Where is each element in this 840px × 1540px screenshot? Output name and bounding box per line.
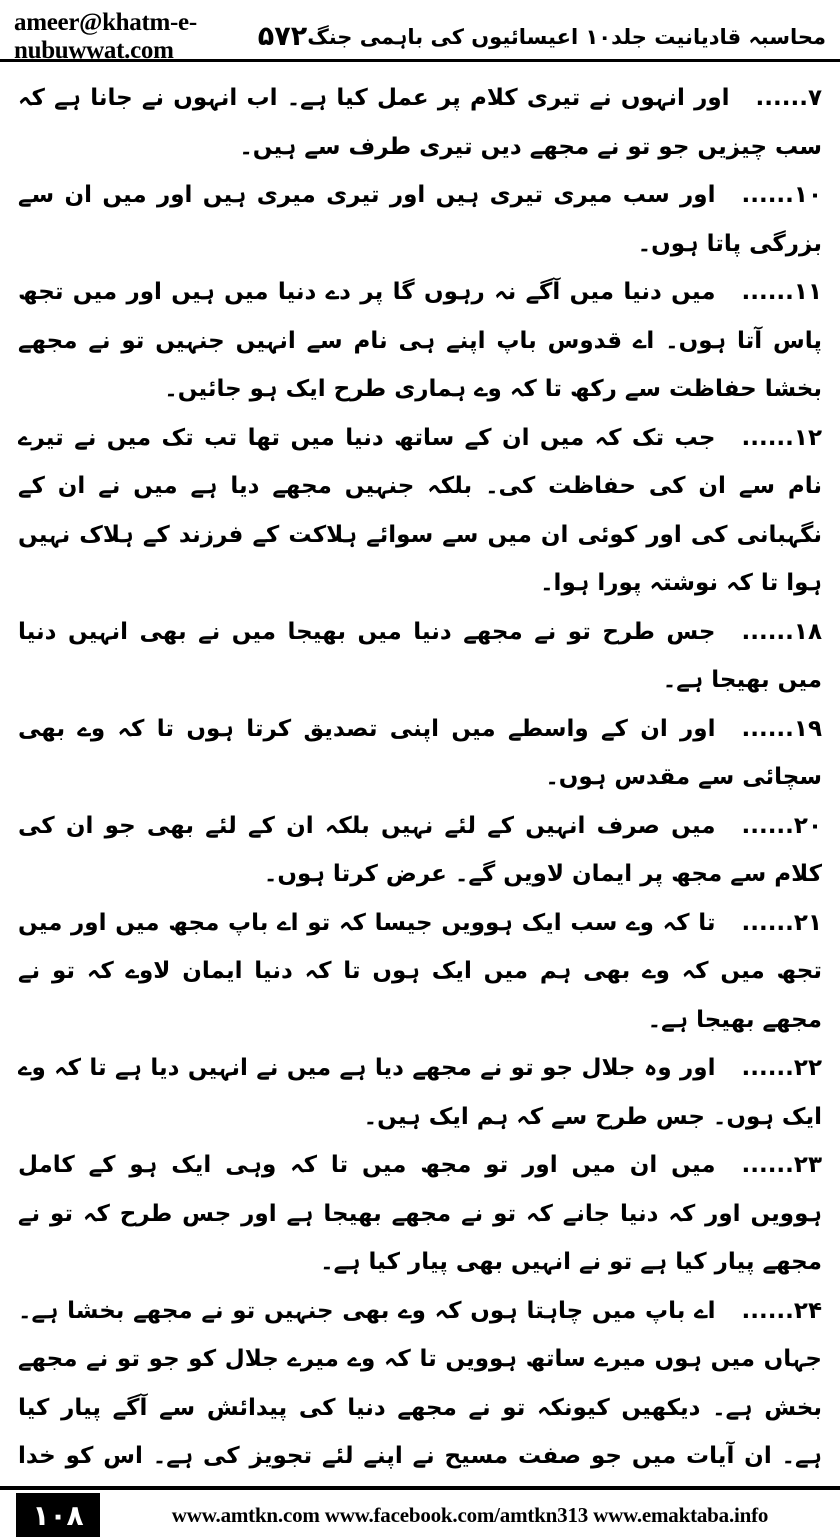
paragraph-12 [18, 414, 822, 608]
verse-text: جس طرح تو نے مجھے دنیا میں بھیجا میں نے بھی انہیں دنیا میں بھیجا ہے۔ [18, 618, 822, 693]
header-left [14, 9, 307, 65]
verse-number: ۱۲...... [741, 424, 822, 451]
verse-text: میں صرف انہیں کے لئے نہیں بلکہ ان کے لئے بھی جو ان کی کلام سے مجھ پر ایمان لاویں گے۔ عرض کرتا ہوں۔ [18, 812, 822, 887]
footer-links: www.amtkn.com www.facebook.com/amtkn313 www.emaktaba.info [171, 1502, 769, 1527]
verse-text: اور انہوں نے تیری کلام پر عمل کیا ہے۔ اب انہوں نے جانا ہے کہ سب چیزیں جو تو نے مجھے دیں تیری طرف سے ہیں۔ [18, 85, 822, 160]
paragraph-11 [18, 268, 822, 414]
footer-page-number: ۱۰۸ [16, 1493, 100, 1537]
verse-number: ۲۴...... [741, 1297, 822, 1324]
verse-text: اے باپ میں چاہتا ہوں کہ وے بھی جنہیں تو نے مجھے بخشا ہے۔ جہاں میں ہوں میرے ساتھ ہوویں تا کہ وے میرے جلال کو جو تو نے مجھے بخش ہے۔ دیکھیں کیونکہ تو نے مجھے دنیا کی پیدائش سے آگے پیار کیا ہے۔ ان آیات میں جو صفت مسیح نے اپنے لئے تجویز کی ہے۔ اس کو خدا [18, 1297, 822, 1469]
verse-text: اور وہ جلال جو تو نے مجھے دیا ہے میں نے انہیں دیا ہے تا کہ وے ایک ہوں۔ جس طرح سے کہ ہم ایک ہیں۔ [18, 1055, 822, 1130]
header-title: محاسبہ قادیانیت جلد۱۰ اعیسائیوں کی باہمی جنگ [307, 24, 826, 49]
paragraph-21 [18, 899, 822, 1045]
verse-number: ۲۳...... [741, 1152, 822, 1178]
verse-text: تا کہ وے سب ایک ہوویں جیسا کہ تو اے باپ مجھ میں اور میں تجھ میں کہ وے بھی ہم میں ایک ہوں تا کہ دنیا ایمان لاوے کہ تو نے مجھے بھیجا ہے۔ [18, 909, 822, 1033]
paragraph-24 [18, 1287, 822, 1471]
paragraph-18 [18, 608, 822, 705]
verse-number: ۱۹...... [741, 715, 822, 742]
verse-number: ۲۰...... [741, 812, 822, 839]
page-footer [0, 1486, 840, 1540]
verse-number: ۱۱...... [741, 279, 822, 305]
header-page-number: ۵۷۲ [257, 21, 308, 52]
verse-text: جب تک کہ میں ان کے ساتھ دنیا میں تھا تب تک میں نے تیرے نام سے ان کی حفاظت کی۔ بلکہ جنہیں مجھے دیا ہے میں نے ان کے نگہبانی کی اور کوئی ان میں سے سوائے ہلاکت کے فرزند کے ہلاک نہیں ہوا تا کہ نوشتہ پورا ہوا۔ [18, 424, 822, 596]
verse-number: ۲۲...... [741, 1055, 822, 1081]
verse-text: میں ان میں اور تو مجھ میں تا کہ وہی ایک ہو کے کامل ہوویں اور کہ دنیا جانے کہ تو نے مجھے بھیجا ہے اور جس طرح کہ تو نے مجھے پیار کیا ہے تو نے انہیں بھی پیار کیا ہے۔ [18, 1152, 822, 1275]
verse-text: میں دنیا میں آگے نہ رہوں گا پر دے دنیا میں ہیں اور میں تجھ پاس آتا ہوں۔ اے قدوس باپ اپنے ہی نام سے انہیں جنہیں تو نے مجھے بخشا حفاظت سے رکھ تا کہ وے ہماری طرح ایک ہو جائیں۔ [18, 279, 822, 402]
verse-text: اور سب میری تیری ہیں اور تیری میری ہیں اور میں ان سے بزرگی پاتا ہوں۔ [18, 182, 822, 257]
paragraph-20 [18, 802, 822, 899]
verse-text: اور ان کے واسطے میں اپنی تصدیق کرتا ہوں تا کہ وے بھی سچائی سے مقدس ہوں۔ [18, 715, 822, 790]
paragraph-23 [18, 1141, 822, 1287]
paragraph-10 [18, 171, 822, 268]
page-header [0, 0, 840, 62]
page-body [18, 74, 822, 1470]
verse-number: ۲۱...... [741, 909, 822, 936]
verse-number: ۷...... [755, 85, 822, 111]
paragraph-7 [18, 74, 822, 171]
header-email: ameer@khatm-e-nubuwwat.com [14, 8, 197, 64]
verse-number: ۱۰...... [741, 182, 822, 208]
paragraph-22 [18, 1044, 822, 1141]
paragraph-19 [18, 705, 822, 802]
verse-number: ۱۸...... [741, 618, 822, 645]
